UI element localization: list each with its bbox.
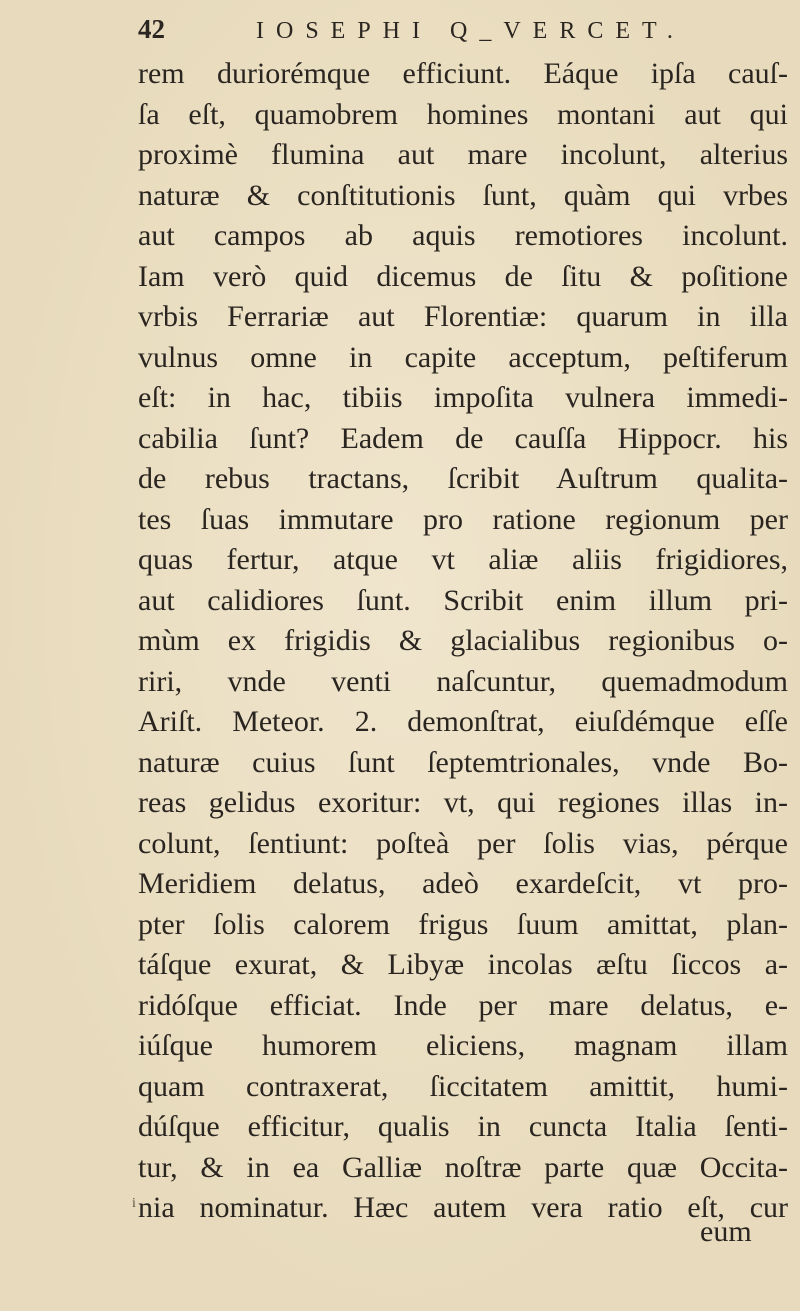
text-line: pter ſolis calorem frigus ſuum amittat, plan- — [138, 907, 788, 941]
margin-mark: i — [132, 1196, 136, 1211]
text-line: riri, vnde venti naſcuntur, quemadmodum — [138, 664, 788, 698]
text-line: ridóſque efficiat. Inde per mare delatus, e- — [138, 988, 788, 1022]
text-line: Iam verò quid dicemus de ſitu & poſitione — [138, 259, 788, 293]
text-line: vrbis Ferrariæ aut Florentiæ: quarum in illa — [138, 300, 788, 333]
page-number: 42 — [138, 14, 165, 44]
text-line: tes ſuas immutare pro ratione regionum per — [138, 502, 788, 536]
text-line: colunt, ſentiunt: poſteà per ſolis vias, pérque — [138, 826, 788, 860]
text-line: reas gelidus exoritur: vt, qui regiones illas in- — [138, 786, 788, 819]
text-line: táſque exurat, & Libyæ incolas æſtu ſiccos a- — [138, 948, 788, 981]
page-header — [138, 14, 685, 54]
text-line: de rebus tractans, ſcribit Auſtrum qualita- — [138, 462, 788, 495]
text-line: iúſque humorem eliciens, magnam illam — [138, 1029, 788, 1062]
text-line: Ariſt. Meteor. 2. demonſtrat, eiuſdémque eſſe — [138, 705, 788, 738]
text-line: aut calidiores ſunt. Scribit enim illum pri- — [138, 583, 788, 617]
text-line: Meridiem delatus, adeò exardeſcit, vt pro- — [138, 867, 788, 900]
body-text — [138, 54, 788, 1229]
running-head: IOSEPHI Q_VERCET. — [256, 18, 685, 44]
text-line: quam contraxerat, ſiccitatem amittit, humi- — [138, 1069, 788, 1103]
text-line: eſt: in hac, tibiis impoſita vulnera immedi- — [138, 381, 788, 414]
text-line: proximè flumina aut mare incolunt, alterius — [138, 138, 788, 171]
text-line: vulnus omne in capite acceptum, peſtiferum — [138, 340, 788, 374]
catchword: eum — [700, 1215, 752, 1248]
text-line: aut campos ab aquis remotiores incolunt. — [138, 219, 788, 252]
text-line: ſa eſt, quamobrem homines montani aut qui — [138, 97, 788, 131]
text-line: nia nominatur. Hæc autem vera ratio eſt, cur — [138, 1191, 788, 1224]
text-line: mùm ex frigidis & glacialibus regionibus o- — [138, 624, 788, 657]
text-line: naturæ cuius ſunt ſeptemtrionales, vnde Bo- — [138, 745, 788, 779]
text-line: quas fertur, atque vt aliæ aliis frigidiores, — [138, 543, 788, 576]
text-line: cabilia ſunt? Eadem de cauſſa Hippocr. his — [138, 421, 788, 455]
text-line: tur, & in ea Galliæ noſtræ parte quæ Occita- — [138, 1150, 788, 1184]
text-line: naturæ & conſtitutionis ſunt, quàm qui vrbes — [138, 178, 788, 212]
text-line: dúſque efficitur, qualis in cuncta Italia ſenti- — [138, 1110, 788, 1143]
text-line: rem duriorémque efficiunt. Eáque ipſa cauſ- — [138, 57, 788, 90]
